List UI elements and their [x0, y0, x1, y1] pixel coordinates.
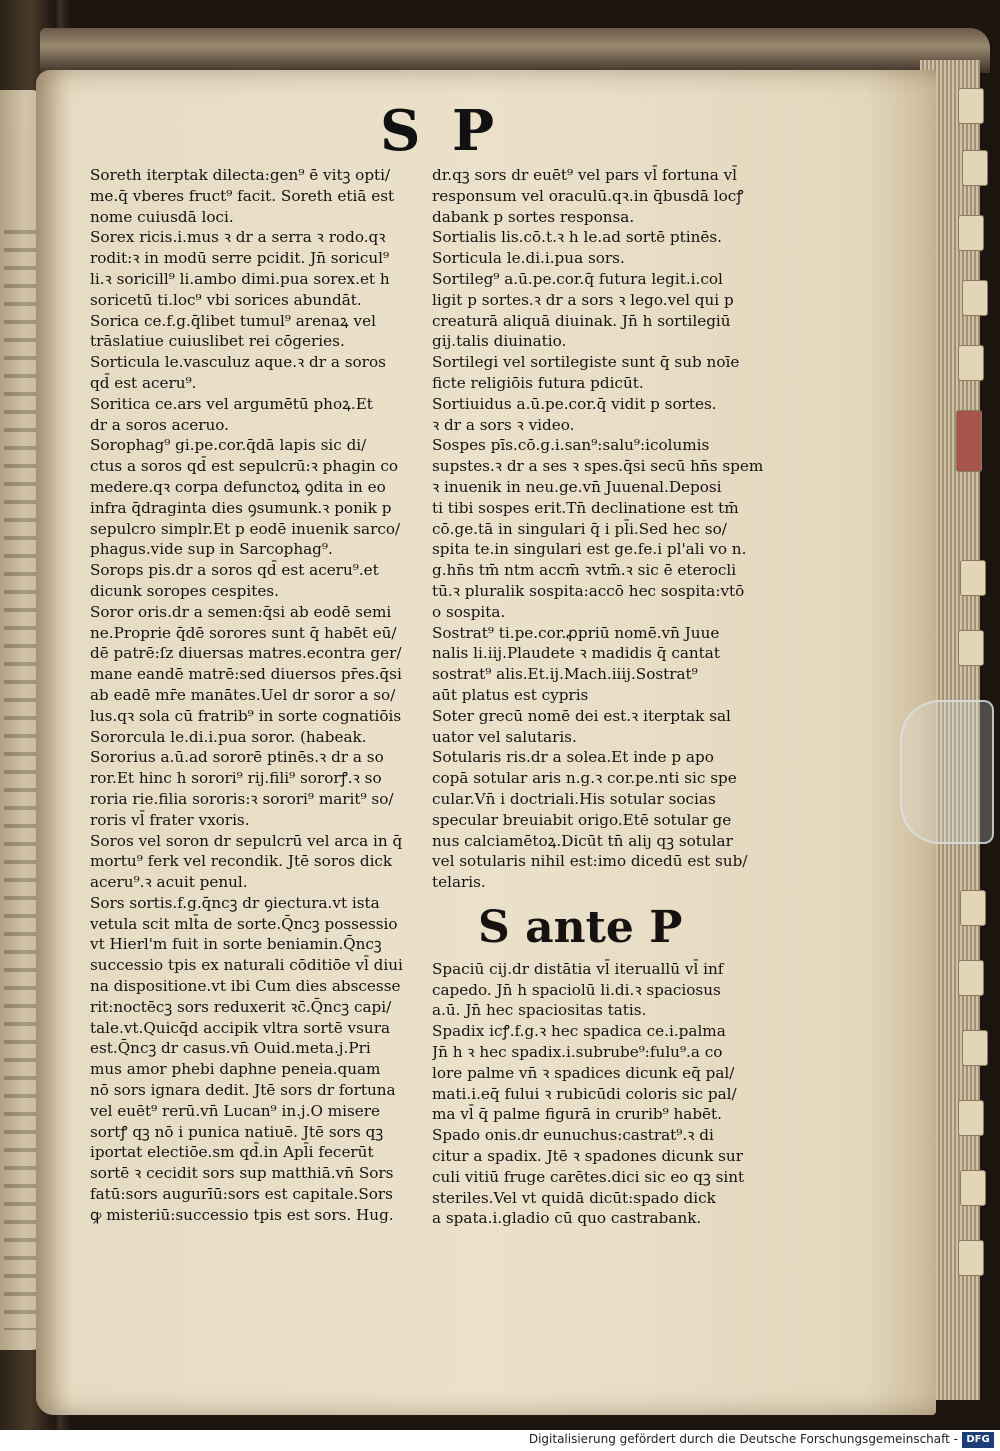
- text-line: Sorticula le.di.i.pua sors.: [432, 249, 625, 268]
- index-tab: [958, 345, 984, 381]
- text-line: vetula scit mlt̄a de sorte.Q̄ncꝫ possessio: [90, 914, 398, 933]
- text-line: a spata.i.gladio cū quo castrabank.: [432, 1209, 702, 1228]
- text-line: vel euēt⁹ rerū.vn̄ Lucan⁹ in.j.O misere: [90, 1101, 381, 1120]
- index-tab: [958, 630, 984, 666]
- text-line: Sors sortis.f.g.q̄ncꝫ dr ꝯiectura.vt ista: [90, 893, 380, 912]
- text-line: rit:noctēcꝫ sors reduxerit ꝛc̄.Q̄ncꝫ capi/: [90, 997, 392, 1016]
- text-line: aceru⁹.ꝛ acuit penul.: [90, 873, 248, 892]
- text-line: ligit p sortes.ꝛ dr a sors ꝛ lego.vel qui p: [432, 290, 734, 309]
- text-line: Sorticula le.vasculuz aque.ꝛ dr a soros: [90, 353, 386, 372]
- text-line: ctus a soros qd̄ est sepulcrū:ꝛ phagin co: [90, 457, 399, 476]
- text-line: lore palme vn̄ ꝛ spadices dicunk eq̄ pal/: [432, 1063, 735, 1082]
- text-line: capedo. Jn̄ h spaciolū li.di.ꝛ spaciosus: [432, 980, 721, 999]
- index-tab: [962, 1030, 988, 1066]
- text-line: sortꝭ qꝫ nō i punica natiuē. Jtē sors qꝫ: [90, 1122, 384, 1141]
- text-line: copā sotular aris n.g.ꝛ cor.pe.nti sic spe: [432, 769, 737, 788]
- text-line: supstes.ꝛ dr a ses ꝛ spes.q̄si secū hn̄s spem: [432, 457, 764, 476]
- text-line: Soritica ce.ars vel argumētū phoꝝ.Et: [90, 394, 373, 413]
- text-line: Spado onis.dr eunuchus:castrat⁹.ꝛ di: [432, 1126, 714, 1145]
- text-line: sepulcro simplr.Et p eodē inuenik sarco/: [90, 519, 401, 538]
- index-tab: [962, 150, 988, 186]
- index-tab: [958, 88, 984, 124]
- text-line: ti tibi sospes erit.Tn̄ declinatione est tm̄: [432, 498, 739, 517]
- text-line: mane eandē matrē:sed diuersos pr̄es.q̄si: [90, 665, 402, 684]
- page-heading: S P: [380, 98, 501, 164]
- text-line: citur a spadix. Jtē ꝛ spadones dicunk sur: [432, 1147, 743, 1166]
- text-line: Sortialis lis.cō.t.ꝛ h le.ad sortē ptinēs.: [432, 228, 723, 247]
- text-line: successio tpis ex naturali cōditiōe vl̄ diui: [90, 956, 403, 975]
- text-line: Sostrat⁹ ti.pe.cor.ꝓpriū nomē.vn̄ Juue: [432, 623, 720, 642]
- footer-bar: [0, 1430, 1000, 1451]
- text-line: dr.qꝫ sors dr euēt⁹ vel pars vl̄ fortuna vl̄: [432, 166, 738, 184]
- index-tab: [958, 1100, 984, 1136]
- metal-clasp: [900, 700, 994, 844]
- index-tab: [958, 960, 984, 996]
- text-line: Soror oris.dr a semen:q̄si ab eodē semi: [90, 602, 392, 621]
- text-line: vel sotularis nihil est:imo dicedū est sub/: [432, 852, 748, 871]
- text-line: ab eadē mr̄e manātes.Uel dr soror a so/: [90, 685, 396, 704]
- right-column: [432, 165, 772, 1229]
- text-line: cular.Vn̄ i doctriali.His sotular socias: [432, 789, 716, 808]
- text-line: gij.talis diuinatio.: [432, 332, 567, 351]
- text-line: spita te.in singulari est ge.fe.i pl'ali vo n.: [432, 540, 747, 559]
- right-column-top: [432, 165, 772, 893]
- text-line: Jn̄ h ꝛ hec spadix.i.subrube⁹:fulu⁹.a co: [432, 1043, 723, 1062]
- text-line: aūt platus est cypris: [432, 685, 589, 704]
- index-tab: [956, 410, 982, 472]
- index-tab: [958, 215, 984, 251]
- text-line: Sotularis ris.dr a solea.Et inde p apo: [432, 748, 714, 767]
- right-column-bottom: [432, 959, 772, 1229]
- text-line: infra q̄draginta dies ꝯsumunk.ꝛ ponik p: [90, 498, 392, 517]
- text-line: cō.ge.tā in singulari q̄ i pl̄i.Sed hec so/: [432, 519, 727, 538]
- text-line: dē patrē:ſz diuersas matres.econtra ger/: [90, 644, 402, 663]
- text-line: ma vl̄ q̄ palme figurā in crurib⁹ habēt.: [432, 1105, 722, 1124]
- text-line: nome cuiusdā loci.: [90, 207, 234, 226]
- text-line: sortē ꝛ cecidit sors sup matthiā.vn̄ Sors: [90, 1164, 394, 1183]
- text-line: Sortiuidus a.ū.pe.cor.q̄ vidit p sortes.: [432, 394, 717, 413]
- index-tab: [960, 1170, 986, 1206]
- text-line: ꝛ inuenik in neu.ge.vn̄ Juuenal.Deposi: [432, 477, 722, 496]
- text-line: mati.i.eq̄ fului ꝛ rubicūdi coloris sic pal/: [432, 1084, 737, 1103]
- text-line: roris vl̄ frater vxoris.: [90, 810, 250, 829]
- text-line: rodit:ꝛ in modū serre pcidit. Jn̄ soricul⁹: [90, 249, 390, 268]
- text-line: creaturā aliquā diuinak. Jn̄ h sortilegiū: [432, 311, 731, 330]
- text-line: trāslatiue cuiuslibet rei cōgeries.: [90, 332, 345, 351]
- text-line: li.ꝛ soricill⁹ li.ambo dimi.pua sorex.et h: [90, 269, 390, 288]
- text-line: ror.Et hinc h sorori⁹ rij.fili⁹ sororꝭ.ꝛ so: [90, 769, 382, 788]
- text-line: medere.qꝛ corpa defunctoꝝ ꝯdita in eo: [90, 477, 386, 496]
- text-line: Sortileg⁹ a.ū.pe.cor.q̄ futura legit.i.col: [432, 269, 723, 288]
- text-line: est.Q̄ncꝫ dr casus.vn̄ Ouid.meta.j.Pri: [90, 1039, 371, 1058]
- text-line: Spaciū cij.dr distātia vl̄ iteruallū vl̄ inf: [432, 959, 724, 978]
- text-line: vt Hierl'm fuit in sorte beniamin.Q̄ncꝫ: [90, 935, 382, 954]
- text-line: Soreth iterptak dilecta:gen⁹ ē vitꝫ opti/: [90, 166, 391, 184]
- text-line: Sorophag⁹ gi.pe.cor.q̄dā lapis sic di/: [90, 436, 367, 455]
- text-line: mus amor phebi daphne peneia.quam: [90, 1060, 381, 1079]
- index-tab: [962, 280, 988, 316]
- text-line: lus.qꝛ sola cū fratrib⁹ in sorte cognatiōis: [90, 706, 402, 725]
- text-line: na dispositione.vt ibi Cum dies abscesse: [90, 977, 401, 996]
- left-column: [90, 165, 425, 1226]
- index-tab: [958, 1240, 984, 1276]
- text-line: telaris.: [432, 873, 486, 892]
- text-line: Sospes pīs.cō.g.i.san⁹:salu⁹:icolumis: [432, 436, 710, 455]
- text-line: Spadix icꝭ.f.g.ꝛ hec spadica ce.i.palma: [432, 1022, 726, 1041]
- text-line: Sorica ce.f.g.q̄libet tumul⁹ arenaꝝ vel: [90, 311, 376, 330]
- text-line: roria rie.filia sororis:ꝛ sorori⁹ marit⁹ so/: [90, 789, 394, 808]
- footer-text: Digitalisierung gefördert durch die Deutsche Forschungsgemeinschaft -: [528, 1432, 958, 1446]
- text-line: soricetū ti.loc⁹ vbi sorices abundāt.: [90, 290, 362, 309]
- text-line: Sorops pis.dr a soros qd̄ est aceru⁹.et: [90, 561, 379, 580]
- text-line: Soter grecū nomē dei est.ꝛ iterptak sal: [432, 706, 731, 725]
- text-line: sostrat⁹ alis.Et.ij.Mach.iiij.Sostrat⁹: [432, 665, 698, 684]
- text-line: responsum vel oraculū.qꝛ.in q̄busdā locꝭ: [432, 186, 744, 205]
- text-line: me.q̄ vberes fruct⁹ facit. Soreth etiā est: [90, 186, 395, 205]
- text-line: ꝙ misteriū:successio tpis est sors. Hug.: [90, 1205, 394, 1224]
- text-line: Sororius a.ū.ad sororē ptinēs.ꝛ dr a so: [90, 748, 384, 767]
- text-line: a.ū. Jn̄ hec spaciositas tatis.: [432, 1001, 647, 1020]
- text-line: iportat electiōe.sm qd̄.in Apl̄i fecerūt: [90, 1143, 374, 1162]
- text-line: dabank p sortes responsa.: [432, 207, 635, 226]
- text-line: tū.ꝛ pluralik sospita:accō hec sospita:vtō: [432, 581, 745, 600]
- text-line: dr a soros aceruo.: [90, 415, 229, 434]
- text-line: uator vel salutaris.: [432, 727, 577, 746]
- text-line: qd̄ est aceru⁹.: [90, 373, 197, 392]
- text-line: o sospita.: [432, 602, 506, 621]
- text-line: phagus.vide sup in Sarcophag⁹.: [90, 540, 333, 559]
- book-top-edge: [40, 28, 990, 73]
- text-line: ficte religiōis futura pdicūt.: [432, 373, 644, 392]
- text-line: ne.Proprie q̄dē sorores sunt q̄ habēt eū/: [90, 623, 397, 642]
- text-line: g.hn̄s tm̄ ntm accm̄ ꝛvtm̄.ꝛ sic ē eterocli: [432, 561, 737, 580]
- text-line: Sortilegi vel sortilegiste sunt q̄ sub noīe: [432, 353, 740, 372]
- text-line: nalis li.iij.Plaudete ꝛ madidis q̄ cantat: [432, 644, 720, 663]
- text-line: Soros vel soron dr sepulcrū vel arca in q̄: [90, 831, 403, 850]
- section-subheading: S ante P: [478, 901, 683, 953]
- text-line: ꝛ dr a sors ꝛ video.: [432, 415, 575, 434]
- text-line: nus calciamētoꝝ.Dicūt tn̄ aliȷ qꝫ sotular: [432, 831, 733, 850]
- text-line: steriles.Vel vt quidā dicūt:spado dick: [432, 1188, 716, 1207]
- text-line: specular breuiabit origo.Etē sotular ge: [432, 810, 732, 829]
- text-line: culi vitiū fruge carētes.dici sic eo qꝫ sint: [432, 1167, 745, 1186]
- index-tab: [960, 890, 986, 926]
- dfg-logo: DFG: [962, 1432, 994, 1448]
- text-line: fatū:sors augurīū:sors est capitale.Sors: [90, 1185, 393, 1204]
- index-tab: [960, 560, 986, 596]
- text-line: tale.vt.Quicq̄d accipik vltra sortē vsura: [90, 1018, 391, 1037]
- text-line: Sororcula le.di.i.pua soror. (habeak.: [90, 727, 367, 746]
- text-line: nō sors ignara dedit. Jtē sors dr fortuna: [90, 1081, 396, 1100]
- text-line: mortu⁹ ferk vel recondik. Jtē soros dick: [90, 852, 393, 871]
- text-line: Sorex ricis.i.mus ꝛ dr a serra ꝛ rodo.qꝛ: [90, 228, 386, 247]
- text-line: dicunk soropes cespites.: [90, 581, 279, 600]
